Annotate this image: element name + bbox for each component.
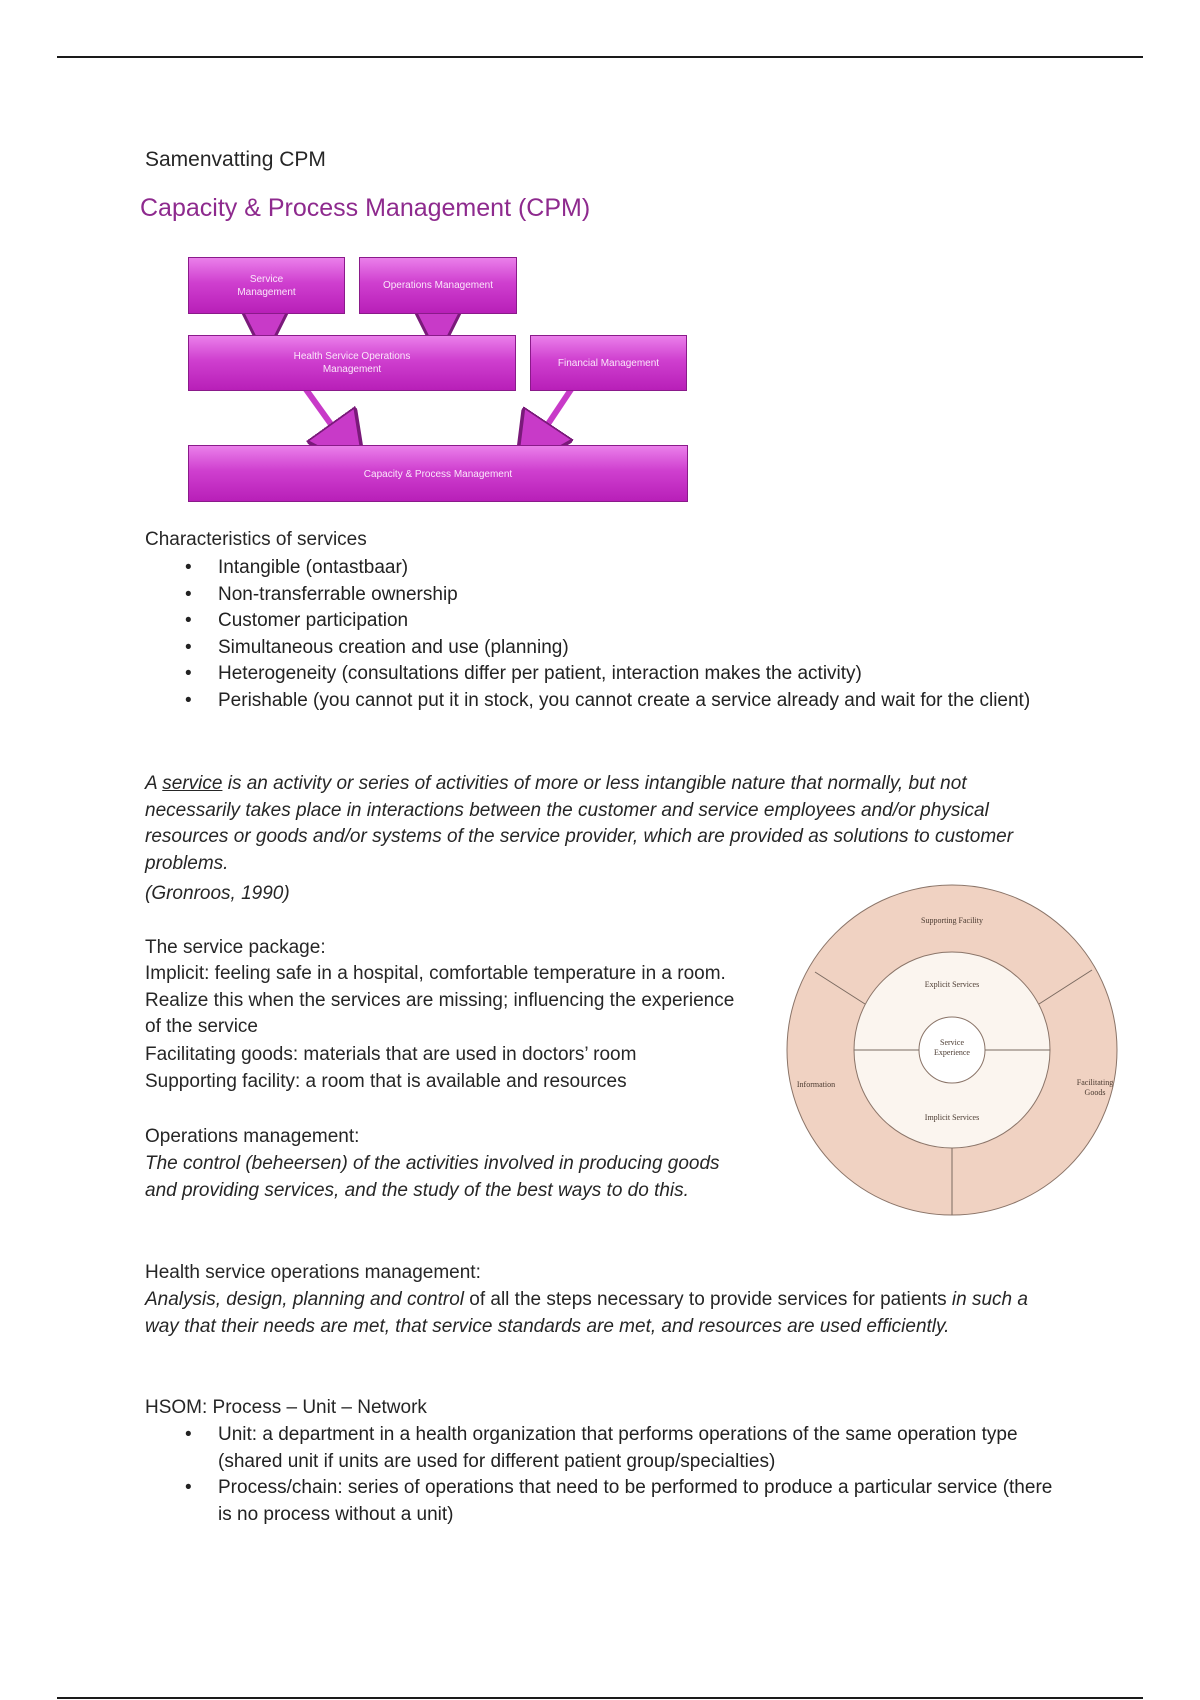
list-item: • Simultaneous creation and use (planning) xyxy=(145,635,1045,662)
document-title: Samenvatting CPM xyxy=(145,148,326,171)
definition-lead: A xyxy=(145,773,163,794)
service-package-supporting: Supporting facility: a room that is available and resources xyxy=(145,1071,627,1092)
list-item: • Customer participation xyxy=(145,608,1045,635)
list-item: • Unit: a department in a health organization that performs operations of the same operation type (shared unit if units are used for different patient group/specialties) xyxy=(145,1422,1065,1475)
list-item: • Non-transferrable ownership xyxy=(145,582,1045,609)
list-item: • Process/chain: series of operations that need to be performed to produce a particular service (there is no process without a unit) xyxy=(145,1475,1065,1528)
hsom-levels-list xyxy=(145,1422,1065,1528)
ops-mgmt-title: Operations management: xyxy=(145,1126,360,1147)
service-experience-label: Service Experience xyxy=(934,1038,970,1057)
list-item: • Heterogeneity (consultations differ per patient, interaction makes the activity) xyxy=(145,661,1045,688)
service-package-figure xyxy=(780,880,1130,1220)
hsom-def-part-2: of all the steps necessary to provide services for patients xyxy=(463,1289,952,1310)
cpm-box xyxy=(188,445,688,502)
hsom-definition xyxy=(145,1287,1055,1340)
information-label: Information xyxy=(796,1080,836,1089)
operations-management-label: Operations Management xyxy=(382,280,494,291)
service-package-facilitating: Facilitating goods: materials that are used in doctors’ room xyxy=(145,1044,637,1065)
bottom-rule xyxy=(57,1697,1143,1699)
service-definition xyxy=(145,771,1045,877)
list-item: • Intangible (ontastbaar) xyxy=(145,555,1045,582)
ops-mgmt-definition: The control (beheersen) of the activities involved in producing goods and providing services, and the study of the best ways to do this. xyxy=(145,1153,720,1201)
top-rule xyxy=(57,56,1143,58)
list-item: • Perishable (you cannot put it in stock, you cannot create a service already and wait for the client) xyxy=(145,688,1045,715)
definition-text: is an activity or series of activities of more or less intangible nature that normally, but not necessarily takes place in interactions between the customer and service employees and/or physical resources or goods and/or systems of the service provider, which are provided as solutions to customer problems. xyxy=(145,773,1014,874)
hsom-label: Health Service Operations Management xyxy=(293,351,411,375)
supporting-facility-label: Supporting Facility xyxy=(921,916,983,925)
characteristics-list xyxy=(145,555,1045,714)
operations-management-box xyxy=(359,257,517,314)
definition-term: service xyxy=(162,773,223,794)
service-management-box xyxy=(188,257,345,314)
hsom-levels-title: HSOM: Process – Unit – Network xyxy=(145,1397,427,1418)
definition-citation: (Gronroos, 1990) xyxy=(145,883,290,904)
hsom-def-part-1: Analysis, design, planning and control xyxy=(145,1289,464,1310)
service-management-label: Service Management xyxy=(237,273,296,298)
explicit-services-label: Explicit Services xyxy=(924,980,980,989)
financial-management-box xyxy=(530,335,687,391)
service-package-title: The service package: xyxy=(145,937,326,958)
service-package-implicit: Implicit: feeling safe in a hospital, comfortable temperature in a room. Realize this when the services are missing; influencing the experience of the service xyxy=(145,963,735,1037)
hsom-def-part-3: in such a way that their needs are met, that service standards are met, and resources are used efficiently. xyxy=(145,1289,1028,1337)
financial-management-label: Financial Management xyxy=(557,357,660,369)
section-heading: Capacity & Process Management (CPM) xyxy=(140,194,591,222)
cpm-label: Capacity & Process Management xyxy=(363,469,513,480)
cpm-org-diagram xyxy=(140,236,700,516)
hsom-box xyxy=(188,335,516,391)
facilitating-goods-label: Facilitating Goods xyxy=(1076,1078,1114,1097)
implicit-services-label: Implicit Services xyxy=(924,1113,980,1122)
hsom-title: Health service operations management: xyxy=(145,1262,481,1283)
characteristics-title: Characteristics of services xyxy=(145,529,367,550)
